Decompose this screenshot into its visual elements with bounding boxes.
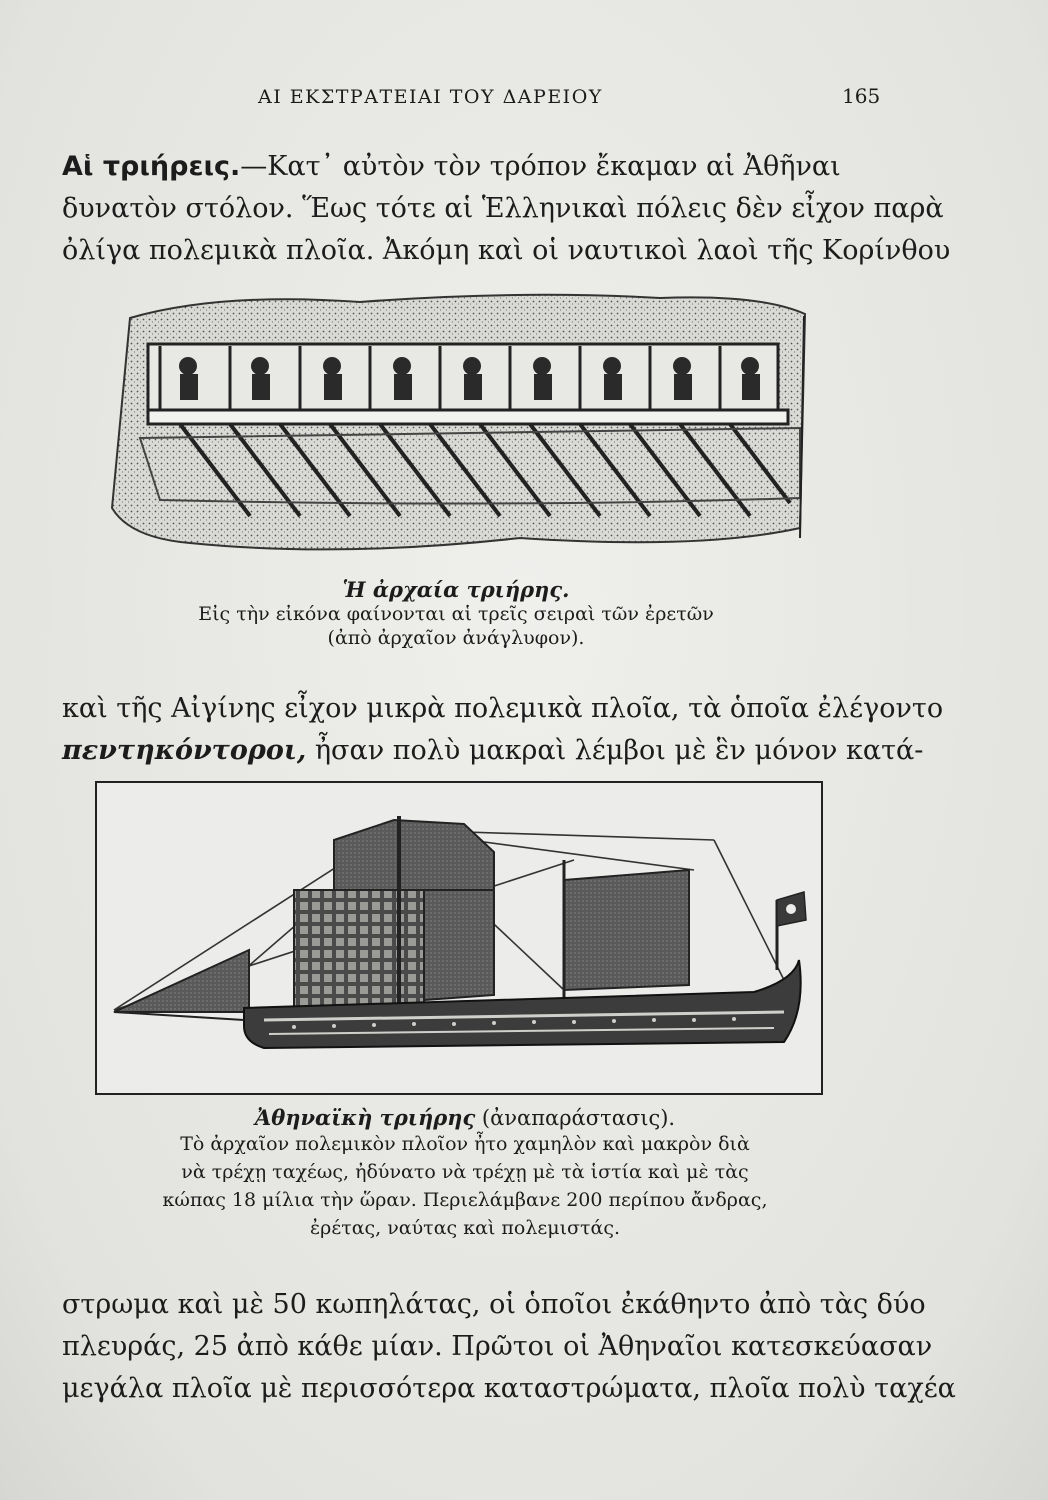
- term-pentekontoroi: πεντηκόντοροι,: [62, 735, 307, 766]
- running-title: ΑΙ ΕΚΣΤΡΑΤΕΙΑΙ ΤΟΥ ΔΑΡΕΙΟΥ: [258, 86, 603, 108]
- figure2-title: Ἀθηναϊκὴ τριήρης: [254, 1105, 476, 1130]
- middle-line-2-text: ἦσαν πολὺ μακραὶ λέμβοι μὲ ἓν μόνον κατά-: [306, 735, 924, 766]
- page-number: 165: [842, 84, 881, 108]
- figure2-caption-line-3: κώπας 18 μίλια τὴν ὥραν. Περιελάμβανε 200 περίπου ἄνδρας,: [162, 1189, 768, 1211]
- figure2-title-line: [100, 1106, 830, 1130]
- figure1-caption-line-1: Εἰς τὴν εἰκόνα φαίνονται αἱ τρεῖς σειραὶ τῶν ἐρετῶν: [198, 603, 714, 625]
- closing-line-2: πλευράς, 25 ἀπὸ κάθε μίαν. Πρῶτοι οἱ Ἀθηναῖοι κατεσκεύασαν: [62, 1331, 933, 1362]
- middle-line-2: [62, 730, 924, 772]
- section-heading: Αἱ τριήρεις.: [62, 151, 241, 182]
- figure2-caption-line-1: Τὸ ἀρχαῖον πολεμικὸν πλοῖον ἦτο χαμηλὸν καὶ μακρὸν διὰ: [180, 1133, 750, 1155]
- intro-paragraph: [62, 146, 951, 272]
- figure2-caption-line-2: νὰ τρέχῃ ταχέως, ἠδύνατο νὰ τρέχῃ μὲ τὰ ἱστία καὶ μὲ τὰς: [181, 1161, 749, 1183]
- figure1-caption-line-2: (ἀπὸ ἀρχαῖον ἀνάγλυφον).: [327, 627, 585, 649]
- trireme-relief-illustration: [100, 288, 812, 563]
- intro-line-3: ὀλίγα πολεμικὰ πλοῖα. Ἀκόμη καὶ οἱ ναυτικοὶ λαοὶ τῆς Κορίνθου: [62, 235, 951, 266]
- closing-line-3: μεγάλα πλοῖα μὲ περισσότερα καταστρώματα, πλοῖα πολὺ ταχέα: [62, 1373, 956, 1404]
- figure2-caption: [100, 1106, 830, 1242]
- closing-line-1: στρωμα καὶ μὲ 50 κωπηλάτας, οἱ ὁποῖοι ἐκάθηντο ἀπὸ τὰς δύο: [62, 1289, 926, 1320]
- figure2-title-note: (ἀναπαράστασις).: [475, 1106, 676, 1130]
- figure1-caption: [100, 578, 812, 650]
- middle-line-1: καὶ τῆς Αἰγίνης εἶχον μικρὰ πολεμικὰ πλοῖα, τὰ ὁποῖα ἐλέγοντο: [62, 693, 944, 724]
- figure2-caption-line-4: ἐρέτας, ναύτας καὶ πολεμιστάς.: [309, 1217, 621, 1239]
- athenian-trireme-illustration: [94, 780, 824, 1098]
- closing-paragraph: [62, 1284, 956, 1410]
- intro-line-1: [62, 146, 884, 188]
- figure1-title: Ἡ ἀρχαία τριήρης.: [342, 577, 570, 602]
- intro-line-1-text: —Κατ᾽ αὐτὸν τὸν τρόπον ἔκαμαν αἱ Ἀθῆναι: [240, 151, 841, 182]
- intro-line-2: δυνατὸν στόλον. Ἕως τότε αἱ Ἑλληνικαὶ πόλεις δὲν εἶχον παρὰ: [62, 193, 944, 224]
- middle-paragraph: [62, 688, 944, 772]
